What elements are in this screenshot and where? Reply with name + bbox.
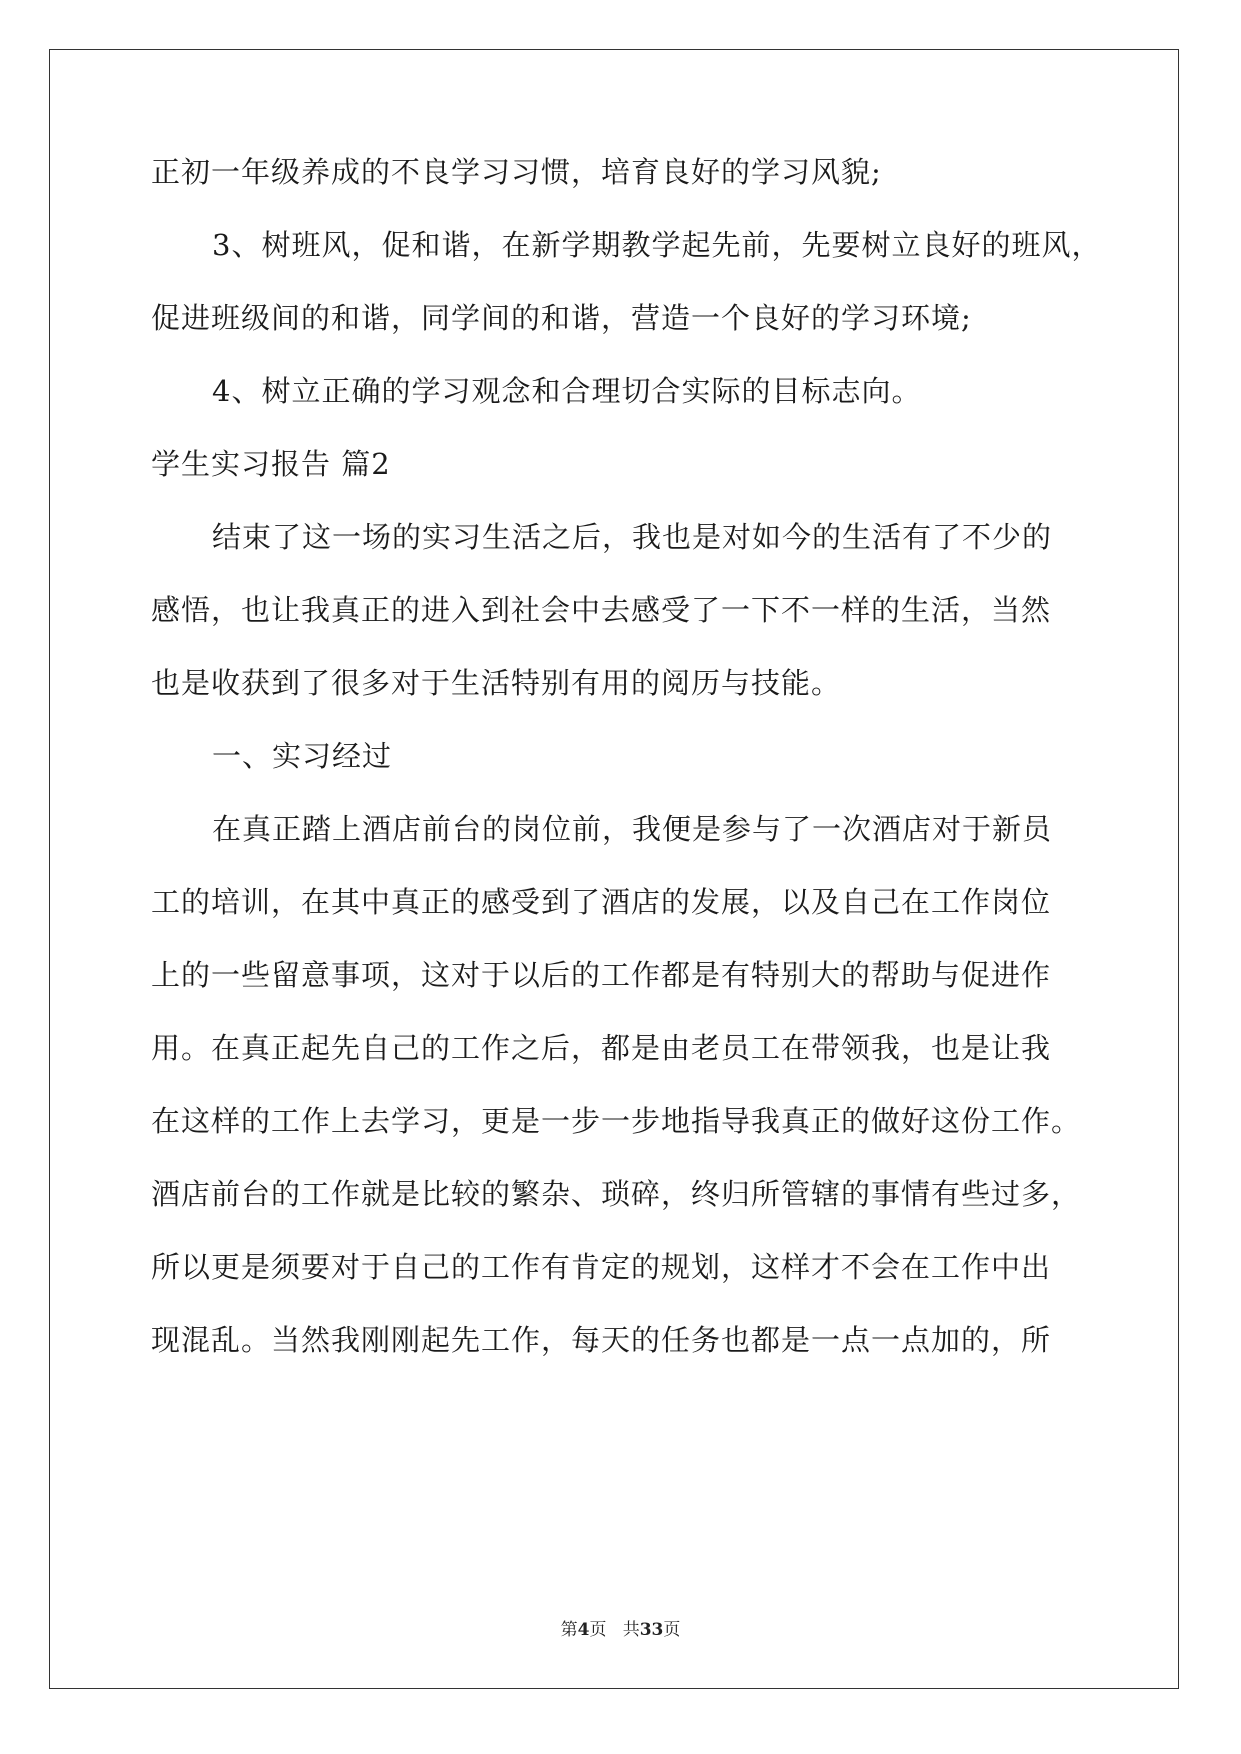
paragraph-first-line: 在真正踏上酒店前台的岗位前，我便是参与了一次酒店对于新员 — [212, 812, 1053, 846]
footer-total-suffix: 页 — [663, 1620, 681, 1640]
total-pages: 33 — [639, 1620, 664, 1640]
body-line: 用。在真正起先自己的工作之后，都是由老员工在带领我，也是让我 — [151, 1031, 1052, 1065]
body-line: 上的一些留意事项，这对于以后的工作都是有特别大的帮助与促进作 — [151, 958, 1052, 992]
body-line: 工的培训，在其中真正的感受到了酒店的发展，以及自己在工作岗位 — [151, 885, 1052, 919]
page-border — [49, 49, 1179, 1689]
body-line: 促进班级间的和谐，同学间的和谐，营造一个良好的学习环境; — [151, 301, 972, 335]
body-line: 也是收获到了很多对于生活特别有用的阅历与技能。 — [151, 666, 842, 700]
footer-prefix: 第 — [560, 1620, 578, 1640]
body-line: 正初一年级养成的不良学习习惯，培育良好的学习风貌; — [151, 155, 882, 189]
body-line: 酒店前台的工作就是比较的繁杂、琐碎，终归所管辖的事情有些过多， — [151, 1177, 1082, 1211]
paragraph-first-line: 结束了这一场的实习生活之后，我也是对如今的生活有了不少的 — [212, 520, 1053, 554]
body-line: 所以更是须要对于自己的工作有肯定的规划，这样才不会在工作中出 — [151, 1250, 1052, 1284]
numbered-paragraph-line: 3、树班风，促和谐，在新学期教学起先前，先要树立良好的班风， — [212, 228, 1102, 262]
body-line: 在这样的工作上去学习，更是一步一步地指导我真正的做好这份工作。 — [151, 1104, 1082, 1138]
subsection-heading: 一、实习经过 — [212, 739, 393, 773]
body-line: 感悟，也让我真正的进入到社会中去感受了一下不一样的生活，当然 — [151, 593, 1052, 627]
page-footer — [0, 1618, 1241, 1642]
footer-total-prefix: 共 — [622, 1620, 640, 1640]
footer-page-suffix: 页 — [589, 1620, 607, 1640]
body-line: 现混乱。当然我刚刚起先工作，每天的任务也都是一点一点加的，所 — [151, 1323, 1052, 1357]
section-heading: 学生实习报告 篇2 — [151, 447, 391, 481]
current-page-number: 4 — [577, 1620, 590, 1640]
numbered-paragraph-line: 4、树立正确的学习观念和合理切合实际的目标志向。 — [212, 374, 922, 408]
